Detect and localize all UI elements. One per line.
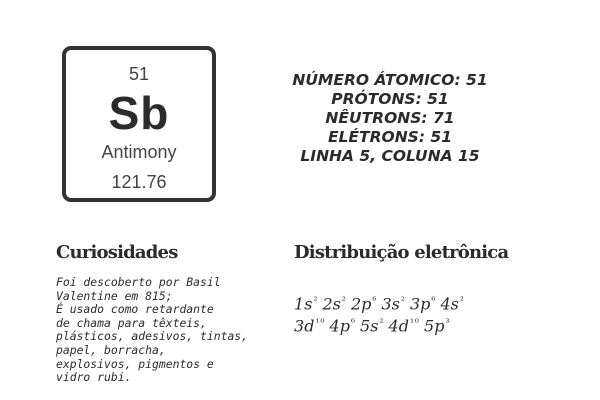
distribuicao-title: Distribuição eletrônica <box>294 242 509 263</box>
fact-row-column: LINHA 5, COLUNA 15 <box>300 147 480 165</box>
curiosidades-line: de chama para têxteis, <box>56 315 207 330</box>
electron-configuration <box>294 292 464 337</box>
curiosidades-line: É usado como retardante <box>56 302 214 317</box>
fact-neutrons: NÊUTRONS: 71 <box>325 109 455 127</box>
curiosidades-line: Valentine em 815; <box>56 288 173 303</box>
element-card <box>62 46 216 202</box>
curiosidades-line: papel, borracha, <box>56 342 166 357</box>
element-name: Antimony <box>101 142 177 162</box>
element-facts <box>270 71 510 166</box>
element-symbol: Sb <box>108 87 170 139</box>
fact-protons: PRÓTONS: 51 <box>331 90 449 108</box>
electron-configuration-line-1: $1s^{^2}$ $2s^{^2}$ $2p^{^6}$ $3s^{^2}$ $3p^{^6}$ $4s^{^2}$ <box>294 294 464 314</box>
fact-atomic-number: NÚMERO ÁTOMICO: 51 <box>292 71 488 89</box>
curiosidades-line: Foi descoberto por Basil <box>56 275 221 289</box>
curiosidades-title: Curiosidades <box>56 242 178 263</box>
electron-configuration-line-2: $3d^{^1^0}$ $4p^{^6}$ $5s^{^2}$ $4d^{^1^0}$ $5p^{^3}$ <box>294 316 450 336</box>
atomic-number: 51 <box>128 64 150 84</box>
atomic-mass: 121.76 <box>111 172 167 192</box>
fact-electrons: ELÉTRONS: 51 <box>327 128 453 146</box>
curiosidades-line: vidro rubi. <box>56 370 132 385</box>
curiosidades-line: plásticos, adesivos, tintas, <box>56 329 249 344</box>
curiosidades-line: explosivos, pigmentos e <box>56 356 214 371</box>
curiosidades-text <box>56 275 249 385</box>
